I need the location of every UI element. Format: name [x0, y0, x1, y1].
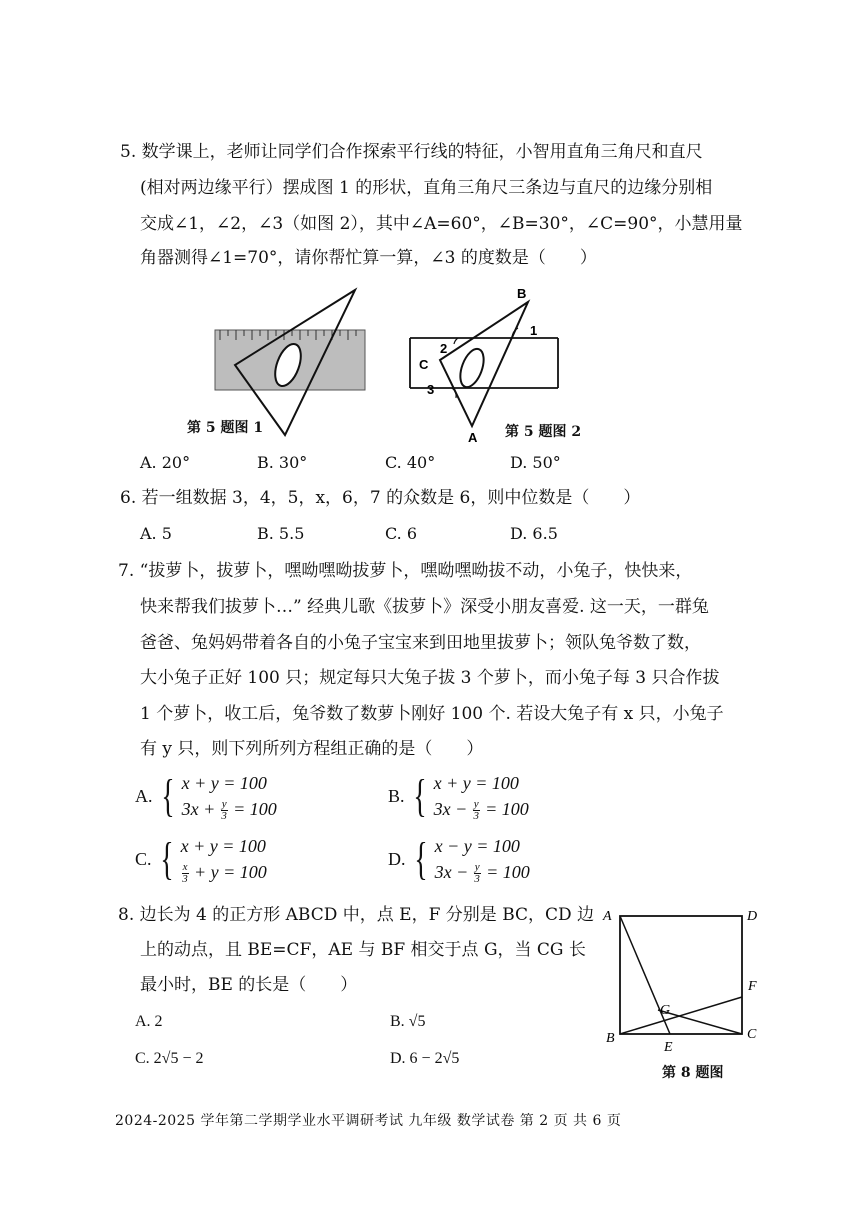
q7-line-2: 快来帮我们拔萝卜…” 经典儿歌《拔萝卜》深受小朋友喜爱. 这一天，一群兔 [140, 597, 709, 617]
q5-line-3: 交成∠1，∠2，∠3（如图 2），其中∠A=60°，∠B=30°，∠C=90°，小慧用量 [140, 214, 743, 234]
label-b: B [517, 286, 527, 301]
q7-a-eq1: x + y = 100 [181, 773, 267, 793]
q7-line-6: 有 y 只，则下列所列方程组正确的是（ ） [140, 739, 484, 759]
label-c: C [747, 1027, 757, 1042]
q8-line-2: 上的动点，且 BE=CF，AE 与 BF 相交于点 G，当 CG 长 [140, 940, 586, 960]
brace: { [160, 770, 175, 821]
q7-line-3: 爸爸、兔妈妈带着各自的小兔子宝宝来到田地里拔萝卜；领队兔爷数了数， [140, 633, 701, 653]
label-f: F [748, 979, 757, 994]
q8-figure [598, 900, 768, 1060]
q6-option-d: D. 6.5 [510, 524, 558, 543]
label-a: A [603, 909, 612, 924]
brace: { [159, 833, 174, 884]
q7-a-eq2: 3x + $\frac{y}{3}$ = 100 [181, 798, 277, 823]
q6-option-c: C. 6 [385, 524, 418, 543]
label-angle-2: 2 [440, 341, 448, 356]
q7-c-eq2: $\frac{x}{3}$ + y = 100 [182, 861, 267, 886]
brace: { [413, 833, 428, 884]
label-b: B [606, 1031, 615, 1046]
q8-line-3: 最小时，BE 的长是（ ） [140, 975, 358, 995]
brace: { [412, 770, 427, 821]
q5-line-1: 5. 数学课上，老师让同学们合作探索平行线的特征，小智用直角三角尺和直尺 [120, 142, 703, 162]
q7-option-b [388, 770, 529, 822]
label-angle-3: 3 [427, 382, 435, 397]
q5-option-c: C. 40° [385, 453, 436, 472]
q6-option-a: A. 5 [140, 524, 172, 543]
q7-line-4: 大小兔子正好 100 只；规定每只大兔子拔 3 个萝卜，而小兔子每 3 只合作拔 [140, 668, 720, 688]
q7-d-eq2: 3x − $\frac{y}{3}$ = 100 [434, 861, 530, 886]
q5-option-a: A. 20° [140, 453, 191, 472]
q8-option-a: A. 2 [135, 1013, 163, 1030]
page-footer: 2024-2025 学年第二学期学业水平调研考试 九年级 数学试卷 第 2 页 共 6 页 [115, 1113, 622, 1129]
q7-line-1: 7. “拔萝卜，拔萝卜，嘿呦嘿呦拔萝卜，嘿呦嘿呦拔不动，小兔子，快快来， [118, 561, 693, 581]
label-d: D [747, 909, 758, 924]
q8-option-d: D. 6 − 2√5 [390, 1050, 460, 1067]
q7-option-d-label: D. [388, 848, 406, 869]
q7-option-c [135, 833, 267, 885]
segment-gc [658, 1010, 742, 1034]
q7-option-a-label: A. [135, 785, 153, 806]
q7-b-eq2: 3x − $\frac{y}{3}$ = 100 [433, 798, 529, 823]
q8-fig-caption: 第 8 题图 [662, 1065, 724, 1081]
q7-option-d [388, 833, 530, 885]
q8-option-b: B. √5 [390, 1013, 426, 1030]
q8-line-1: 8. 边长为 4 的正方形 ABCD 中，点 E，F 分别是 BC，CD 边 [118, 905, 595, 925]
q5-option-b: B. 30° [257, 453, 308, 472]
q5-line-4: 角器测得∠1=70°，请你帮忙算一算，∠3 的度数是（ ） [140, 248, 597, 268]
q7-b-eq1: x + y = 100 [433, 773, 519, 793]
q5-line-2: (相对两边缘平行）摆成图 1 的形状，直角三角尺三条边与直尺的边缘分别相 [140, 178, 713, 198]
q5-fig1-caption: 第 5 题图 1 [187, 420, 264, 436]
q7-option-c-label: C. [135, 848, 152, 869]
q7-option-a [135, 770, 277, 822]
q7-d-eq1: x − y = 100 [434, 836, 520, 856]
label-g: G [660, 1003, 671, 1018]
q5-option-d: D. 50° [510, 453, 561, 472]
q8-option-c: C. 2√5 − 2 [135, 1050, 204, 1067]
q6-option-b: B. 5.5 [257, 524, 305, 543]
q7-option-b-label: B. [388, 785, 405, 806]
label-c: C [419, 357, 429, 372]
q7-line-5: 1 个萝卜，收工后，兔爷数了数萝卜刚好 100 个. 若设大兔子有 x 只，小兔子 [140, 704, 724, 724]
label-angle-1: 1 [530, 323, 538, 338]
q5-fig2-caption: 第 5 题图 2 [505, 424, 582, 440]
q6-text: 6. 若一组数据 3，4，5，x，6，7 的众数是 6，则中位数是（ ） [120, 488, 641, 508]
label-a: A [468, 430, 478, 445]
q7-c-eq1: x + y = 100 [180, 836, 266, 856]
label-e: E [664, 1040, 673, 1055]
